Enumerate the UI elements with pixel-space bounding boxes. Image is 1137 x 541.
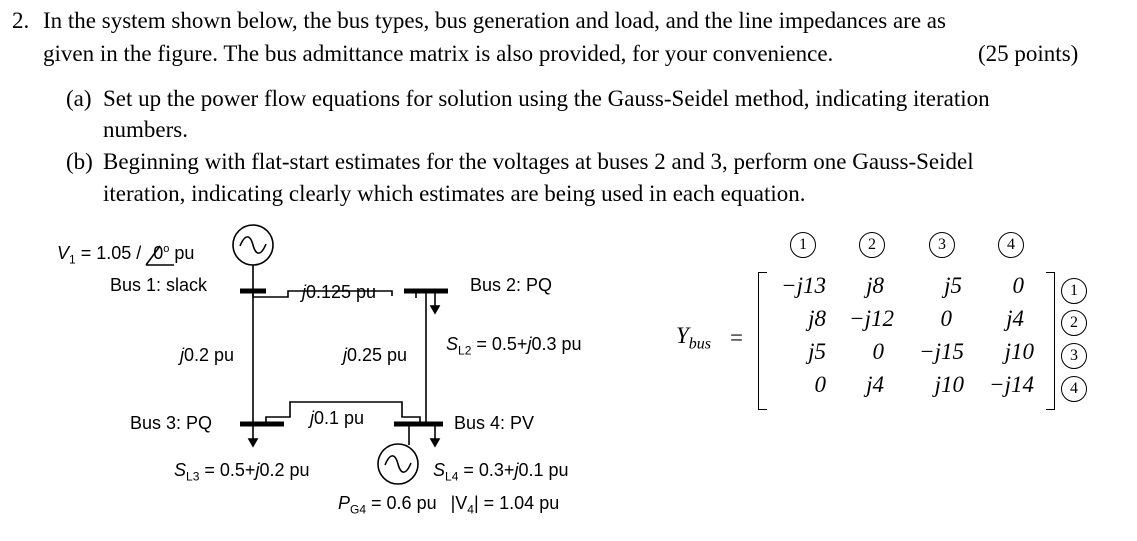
ybus-cell-4-4: −j14 xyxy=(989,372,1034,397)
problem-number: 2. xyxy=(12,8,30,33)
bus-2-label: Bus 2: PQ xyxy=(470,275,553,295)
load-3-arrow xyxy=(249,439,257,446)
load-3-label: $S_{L3} = 0.5+j0.2$ pu xyxy=(174,460,310,484)
line-3-4-impedance: j0.1 pu xyxy=(310,408,365,428)
col-header-1: 1 xyxy=(790,232,816,258)
load-4-label: $S_{L4} = 0.3+j0.1$ pu xyxy=(433,460,569,484)
problem-intro-line2: given in the figure. The bus admittance matrix is also provided, for your convenience. xyxy=(43,41,834,66)
part-a-line2: numbers. xyxy=(103,117,188,142)
part-a-line1: Set up the power flow equations for solution using the Gauss-Seidel method, indicating iteration xyxy=(103,86,990,111)
ybus-cell-1-3: j5 xyxy=(944,273,962,298)
col-header-4: 4 xyxy=(998,232,1024,258)
matrix-left-bracket xyxy=(758,272,767,410)
load-2-label: $S_{L2} = 0.5+j0.3$ pu xyxy=(446,334,582,358)
ybus-cell-3-3: −j15 xyxy=(919,339,964,364)
load-2-arrow xyxy=(431,306,439,313)
col-header-3: 3 xyxy=(929,232,955,258)
ybus-cell-4-3: j10 xyxy=(934,372,964,397)
gen-4-spec: $P_{G4} = 0.6$ pu $|V_4| = 1.04$ pu xyxy=(338,493,560,517)
bus-1-label: Bus 1: slack xyxy=(110,275,208,295)
line-1-3-impedance: j0.2 pu xyxy=(180,345,235,365)
ybus-label: $Y_{bus}$ xyxy=(676,323,712,353)
part-b-line2: iteration, indicating clearly which estimates are being used in each equation. xyxy=(103,181,806,206)
part-a-label: (a) xyxy=(66,86,92,111)
generator-4-sine xyxy=(385,456,411,472)
ybus-cell-4-1: 0 xyxy=(814,372,826,397)
part-b-label: (b) xyxy=(66,149,93,174)
row-header-1: 1 xyxy=(1061,278,1087,304)
ybus-equals: = xyxy=(730,325,743,350)
col-header-2: 2 xyxy=(859,232,885,258)
ybus-cell-2-4: j4 xyxy=(1006,306,1024,331)
ybus-cell-3-4: j10 xyxy=(1004,339,1034,364)
ybus-cell-2-3: 0 xyxy=(940,306,952,331)
problem-points: (25 points) xyxy=(978,41,1079,66)
ybus-cell-4-2: j4 xyxy=(866,372,884,397)
load-4-arrow xyxy=(431,439,439,446)
ybus-cell-3-1: j5 xyxy=(808,339,826,364)
ybus-cell-2-2: −j12 xyxy=(849,306,894,331)
v1-spec: $V_1 = 1.05 / 0^o$ pu xyxy=(57,243,195,267)
bus-3-label: Bus 3: PQ xyxy=(130,413,213,433)
row-header-4: 4 xyxy=(1061,376,1087,402)
line-1-2-impedance: j0.125 pu xyxy=(302,282,377,302)
line-2-4-impedance: j0.25 pu xyxy=(343,345,408,365)
ybus-cell-1-1: −j13 xyxy=(781,273,826,298)
matrix-right-bracket xyxy=(1046,272,1055,410)
ybus-cell-1-4: 0 xyxy=(1012,273,1024,298)
problem-intro-line1: In the system shown below, the bus types, bus generation and load, and the line impedances are as xyxy=(43,8,946,33)
generator-1-sine xyxy=(240,237,266,253)
bus-4-label: Bus 4: PV xyxy=(454,413,535,433)
row-header-3: 3 xyxy=(1061,343,1087,369)
ybus-cell-1-2: j8 xyxy=(866,273,884,298)
ybus-cell-2-1: j8 xyxy=(808,306,826,331)
row-header-2: 2 xyxy=(1061,310,1087,336)
ybus-cell-3-2: 0 xyxy=(872,339,884,364)
part-b-line1: Beginning with flat-start estimates for the voltages at buses 2 and 3, perform one Gauss-Seidel xyxy=(103,149,974,174)
